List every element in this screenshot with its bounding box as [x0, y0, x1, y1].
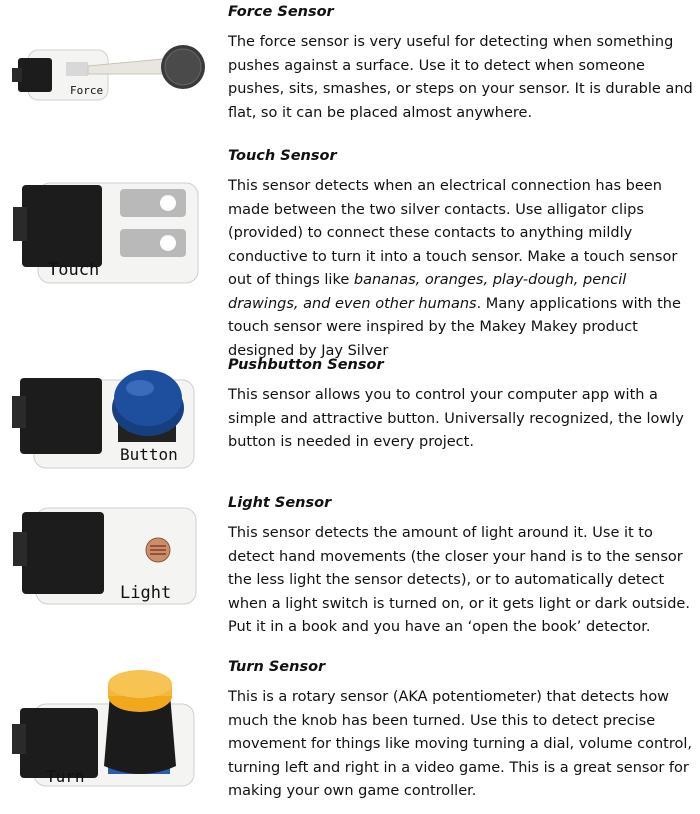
section-body-force: The force sensor is very useful for detecting when something pushes against a surface. Use it to detect when someone pushes, sits, smashes, or steps on your sensor. It is durable and flat, so it can be placed almost anywhere.: [228, 34, 693, 121]
force-sensor-image: [8, 40, 213, 110]
board-label-touch: Touch: [48, 260, 100, 280]
section-body-turn: This is a rotary sensor (AKA potentiometer) that detects how much the knob has been turned. Use this to detect precise movement for things like moving turning a dial, volume control, turning left and right in a video game. This is a great sensor for making your own game controller.: [228, 689, 692, 799]
section-title-light: Light Sensor: [228, 495, 332, 511]
section-title-button: Pushbutton Sensor: [228, 357, 384, 373]
light-sensor-image: [8, 502, 213, 607]
section-body-button: This sensor allows you to control your computer app with a simple and attractive button. Universally recognized, the lowly button is needed in every project.: [228, 387, 684, 450]
board-label-force: Force: [70, 84, 104, 97]
board-label-button: Button: [120, 445, 178, 464]
touch-sensor-image: [8, 175, 213, 285]
section-body-light: This sensor detects the amount of light around it. Use it to detect hand movements (the closer your hand is to the sensor the less light the sensor detects), or to automatically detect when a light switch is turned on, or it gets light or dark outside. Put it in a book and you have an ‘open the book’ detector.: [228, 525, 690, 635]
section-body-touch: This sensor detects when an electrical connection has been made between the two silver contacts. Use alligator clips (provided) to connect these contacts to anything mildly conductive to turn it into a touch sensor. Make a touch sensor out of things like bananas, oranges, play-dough, pencil drawings, and even other humans. Many applications with the touch sensor were inspired by the Makey Makey product designed by Jay Silver: [228, 178, 681, 359]
section-title-turn: Turn Sensor: [228, 659, 326, 675]
section-title-force: Force Sensor: [228, 4, 334, 20]
button-sensor-image: [8, 356, 213, 471]
board-label-turn: Turn: [46, 767, 85, 786]
turn-sensor-image: [8, 658, 213, 790]
section-title-touch: Touch Sensor: [228, 148, 337, 164]
board-label-light: Light: [120, 583, 172, 603]
